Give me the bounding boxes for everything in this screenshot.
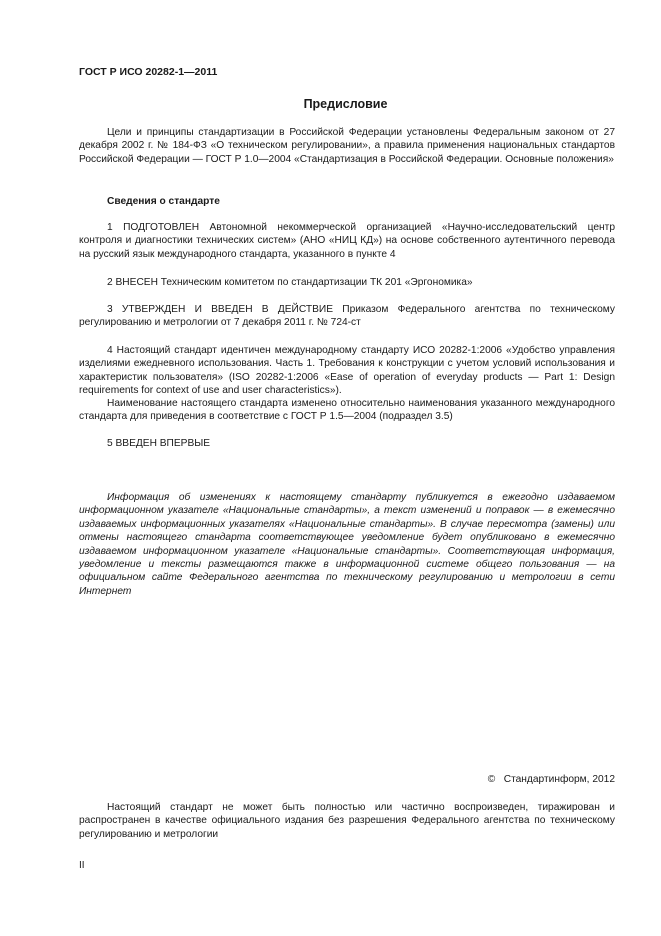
preface-intro-paragraph: Цели и принципы стандартизации в Российской Федерации установлены Федеральным законом от 27 декабря 2002 г. № 184-ФЗ «О техническом регулировании», а правила применения национальных стандартов Российской Федерации — ГОСТ Р 1.0—2004 «Стандартизация в Российской Федерации. Основные положения» xyxy=(79,127,615,165)
preface-title: Предисловие xyxy=(303,97,388,111)
standard-info-item-4: 4 Настоящий стандарт идентичен международному стандарту ИСО 20282-1:2006 «Удобство управления изделиями ежедневного использования. Часть 1. Требования к конструкции с учетом условий использования и характеристик пользователя» (ISO 20282-1:2006 «Ease of operation of everyday products — Part 1: Design requirements for context of use and user characteristics»). xyxy=(79,345,615,397)
copyright-notice: © Стандартинформ, 2012 xyxy=(487,774,615,785)
reproduction-restriction-paragraph: Настоящий стандарт не может быть полностью или частично воспроизведен, тиражирован и распространен в качестве официального издания без разрешения Федерального агентства по техническому регулированию и метрологии xyxy=(79,802,615,840)
standard-info-item-1: 1 ПОДГОТОВЛЕН Автономной некоммерческой организацией «Научно-исследовательский центр контроля и диагностики технических систем» (АНО «НИЦ КД») на основе собственного аутентичного перевода на русский язык международного стандарта, указанного в пункте 4 xyxy=(79,222,615,260)
standard-info-item-3: 3 УТВЕРЖДЕН И ВВЕДЕН В ДЕЙСТВИЕ Приказом Федерального агентства по техническому регулированию и метрологии от 7 декабря 2011 г. № 724-ст xyxy=(79,304,615,329)
document-code: ГОСТ Р ИСО 20282-1—2011 xyxy=(79,66,218,78)
standard-info-item-5: 5 ВВЕДЕН ВПЕРВЫЕ xyxy=(107,438,211,449)
standard-info-heading: Сведения о стандарте xyxy=(107,196,220,207)
page-number: II xyxy=(79,860,85,871)
standard-info-item-4-note: Наименование настоящего стандарта изменено относительно наименования указанного международного стандарта для приведения в соответствие с ГОСТ Р 1.5—2004 (подраздел 3.5) xyxy=(79,398,615,423)
change-notice-paragraph: Информация об изменениях к настоящему стандарту публикуется в ежегодно издаваемом информационном указателе «Национальные стандарты», а текст изменений и поправок — в ежемесячно издаваемых информационных указателях «Национальные стандарты». В случае пересмотра (замены) или отмены настоящего стандарта соответствующее уведомление будет опубликовано в ежемесячно издаваемом информационном указателе «Национальные стандарты». Соответствующая информация, уведомление и тексты размещаются также в информационной системе общего пользования — на официальном сайте Федерального агентства по техническому регулированию и метрологии в сети Интернет xyxy=(79,492,615,597)
standard-info-item-2: 2 ВНЕСЕН Техническим комитетом по стандартизации ТК 201 «Эргономика» xyxy=(107,277,473,288)
